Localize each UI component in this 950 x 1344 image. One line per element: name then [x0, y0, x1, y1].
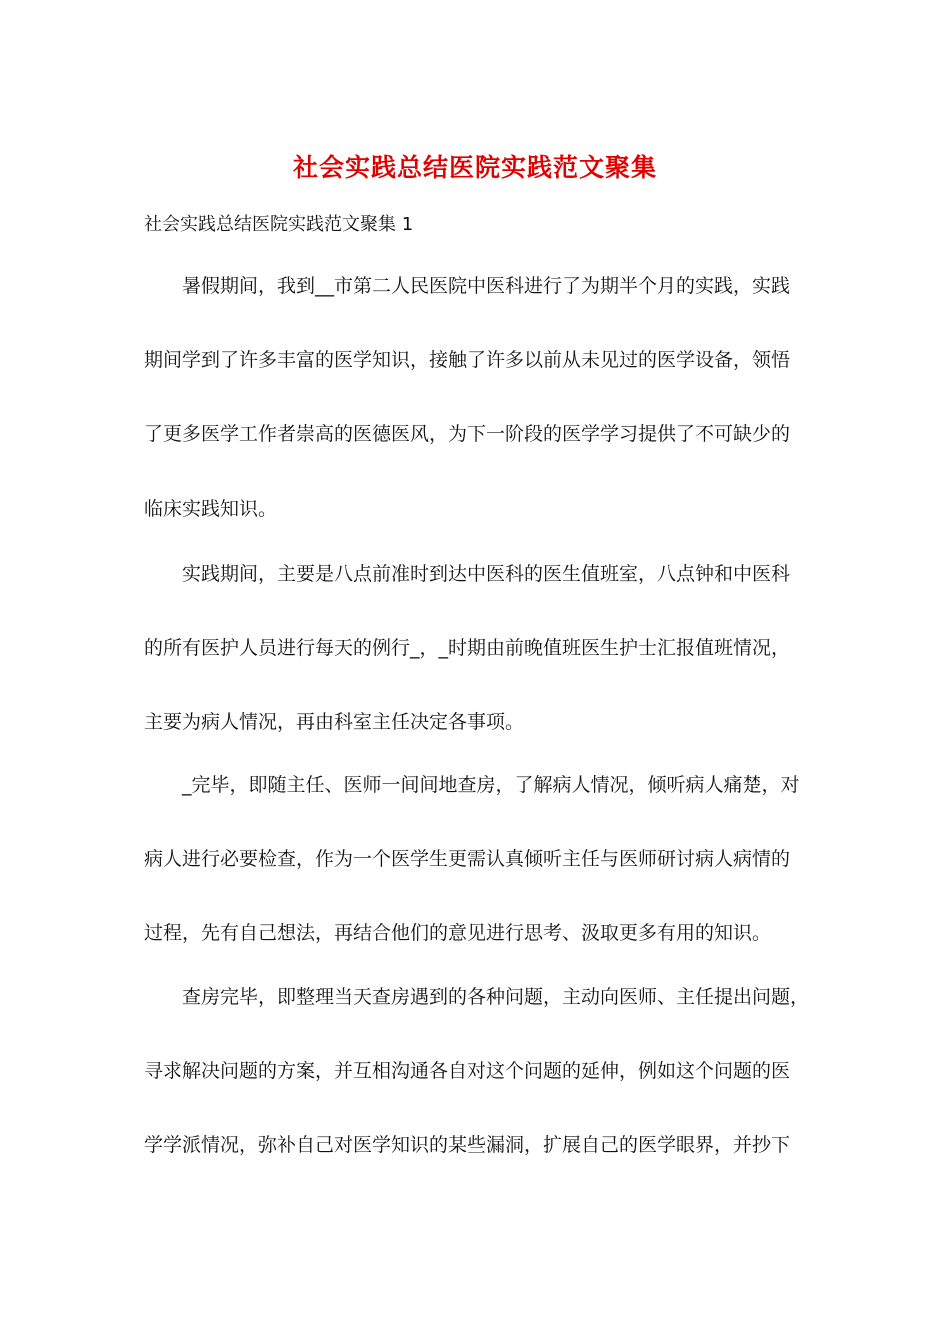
- paragraph-line: 过程，先有自己想法，再结合他们的意见进行思考、汲取更多有用的知识。: [144, 922, 772, 944]
- paragraph-line: 寻求解决问题的方案，并互相沟通各自对这个问题的延伸，例如这个问题的医: [144, 1060, 791, 1082]
- paragraph-line: 了更多医学工作者崇高的医德医风，为下一阶段的医学学习提供了不可缺少的: [144, 423, 791, 445]
- paragraph-line: 实践期间，主要是八点前准时到达中医科的医生值班室，八点钟和中医科: [182, 563, 791, 585]
- paragraph-line: _完毕，即随主任、医师一间间地查房，了解病人情况，倾听病人痛楚，对: [182, 774, 800, 796]
- paragraph-line: 临床实践知识。: [144, 498, 278, 520]
- section-heading: 社会实践总结医院实践范文聚集 1: [144, 214, 414, 235]
- paragraph-line: 主要为病人情况，再由科室主任决定各事项。: [144, 711, 525, 733]
- paragraph-line: 学学派情况，弥补自己对医学知识的某些漏洞，扩展自己的医学眼界，并抄下: [144, 1134, 791, 1156]
- paragraph-line: 病人进行必要检查，作为一个医学生更需认真倾听主任与医师研讨病人病情的: [144, 848, 791, 870]
- paragraph-line: 的所有医护人员进行每天的例行_，_时期由前晚值班医生护士汇报值班情况，: [144, 637, 791, 659]
- paragraph-line: 暑假期间，我到__市第二人民医院中医科进行了为期半个月的实践，实践: [182, 275, 791, 297]
- paragraph-line: 期间学到了许多丰富的医学知识，接触了许多以前从未见过的医学设备，领悟: [144, 349, 791, 371]
- paragraph-line: 查房完毕，即整理当天查房遇到的各种问题，主动向医师、主任提出问题，: [182, 986, 810, 1008]
- document-title: 社会实践总结医院实践范文聚集: [292, 153, 657, 182]
